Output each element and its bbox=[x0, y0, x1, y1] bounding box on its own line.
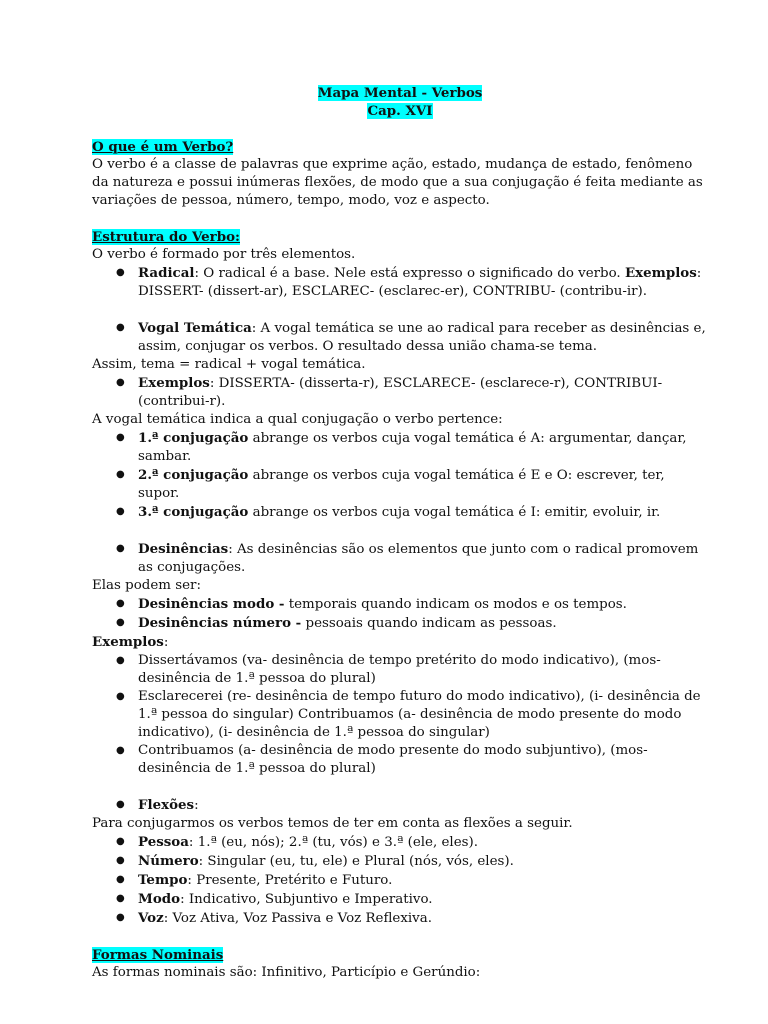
list-item-desinencias: ● Desinências: As desinências são os elementos que junto com o radical promovem as conjugações. bbox=[138, 540, 708, 577]
list-item-tempo: ● Tempo: Presente, Pretérito e Futuro. bbox=[138, 871, 708, 890]
examples-list bbox=[92, 652, 708, 778]
section-heading-structure: Estrutura do Verbo: bbox=[92, 229, 240, 245]
list-item-desinencias-modo: ● Desinências modo - temporais quando indicam os modos e os tempos. bbox=[138, 595, 708, 614]
desinencias-list bbox=[92, 540, 708, 577]
tema-examples-list bbox=[92, 374, 708, 411]
list-item-example-2: ● Esclarecerei (re- desinência de tempo futuro do modo indicativo), (i- desinência de 1.ª pessoa do singular) Contribuamos (a- desinência de modo presente do modo indicativo), (i- desinência de 1.ª pessoa do singular) bbox=[138, 688, 708, 742]
document-title bbox=[92, 84, 708, 120]
structure-vogal-list bbox=[92, 319, 708, 356]
structure-intro: O verbo é formado por três elementos. bbox=[92, 247, 356, 262]
list-item-conjugation-1: ● 1.ª conjugação abrange os verbos cuja vogal temática é A: argumentar, dançar, sambar. bbox=[138, 429, 708, 466]
list-item-tema-examples: ● Exemplos: DISSERTA- (disserta-r), ESCLARECE- (esclarece-r), CONTRIBUI- (contribui-r). bbox=[138, 374, 708, 411]
desinencias-types-intro: Elas podem ser: bbox=[92, 578, 201, 593]
list-item-desinencias-numero: ● Desinências número - pessoais quando indicam as pessoas. bbox=[138, 614, 708, 633]
list-item-flexoes: ● Flexões: bbox=[138, 796, 708, 815]
list-item-voz: ● Voz: Voz Ativa, Voz Passiva e Voz Reflexiva. bbox=[138, 909, 708, 928]
tema-formula: Assim, tema = radical + vogal temática. bbox=[92, 357, 366, 372]
title-line-2: Cap. XVI bbox=[367, 103, 433, 119]
formas-nominais-paragraph: As formas nominais são: Infinitivo, Particípio e Gerúndio: bbox=[92, 965, 481, 980]
conjugation-intro: A vogal temática indica a qual conjugação o verbo pertence: bbox=[92, 412, 503, 427]
desinencias-types-list bbox=[92, 595, 708, 633]
flexoes-list bbox=[92, 833, 708, 928]
list-item-vogal-tematica: ● Vogal Temática: A vogal temática se une ao radical para receber as desinências e, assim, conjugar os verbos. O resultado dessa união chama-se tema. bbox=[138, 319, 708, 356]
list-item-modo: ● Modo: Indicativo, Subjuntivo e Imperativo. bbox=[138, 890, 708, 909]
title-line-1: Mapa Mental - Verbos bbox=[317, 85, 483, 101]
list-item-radical: ● Radical: O radical é a base. Nele está expresso o significado do verbo. Exemplos: DISSERT- (dissert-ar), ESCLAREC- (esclarec-er), CONTRIBU- (contribu-ir). bbox=[138, 264, 708, 301]
section-heading-formas-nominais: Formas Nominais bbox=[92, 947, 224, 963]
flexoes-heading-list bbox=[92, 796, 708, 815]
flexoes-intro: Para conjugarmos os verbos temos de ter em conta as flexões a seguir. bbox=[92, 816, 573, 831]
section-paragraph-what-is-verb: O verbo é a classe de palavras que exprime ação, estado, mudança de estado, fenômeno da natureza e possui inúmeras flexões, de modo que a sua conjugação é feita mediante as variações de pessoa, número, tempo, modo, voz e aspecto. bbox=[92, 157, 703, 208]
conjugation-list bbox=[92, 429, 708, 522]
list-item-pessoa: ● Pessoa: 1.ª (eu, nós); 2.ª (tu, vós) e 3.ª (ele, eles). bbox=[138, 833, 708, 852]
list-item-conjugation-3: ● 3.ª conjugação abrange os verbos cuja vogal temática é I: emitir, evoluir, ir. bbox=[138, 503, 708, 522]
examples-heading: Exemplos: bbox=[92, 634, 169, 650]
section-heading-what-is-verb: O que é um Verbo? bbox=[92, 139, 234, 155]
list-item-conjugation-2: ● 2.ª conjugação abrange os verbos cuja vogal temática é E e O: escrever, ter, supor. bbox=[138, 466, 708, 503]
list-item-example-3: ● Contribuamos (a- desinência de modo presente do modo subjuntivo), (mos- desinência de 1.ª pessoa do plural) bbox=[138, 742, 708, 778]
list-item-example-1: ● Dissertávamos (va- desinência de tempo pretérito do modo indicativo), (mos- desinência de 1.ª pessoa do plural) bbox=[138, 652, 708, 688]
structure-radical-list bbox=[92, 264, 708, 301]
list-item-numero: ● Número: Singular (eu, tu, ele) e Plural (nós, vós, eles). bbox=[138, 852, 708, 871]
